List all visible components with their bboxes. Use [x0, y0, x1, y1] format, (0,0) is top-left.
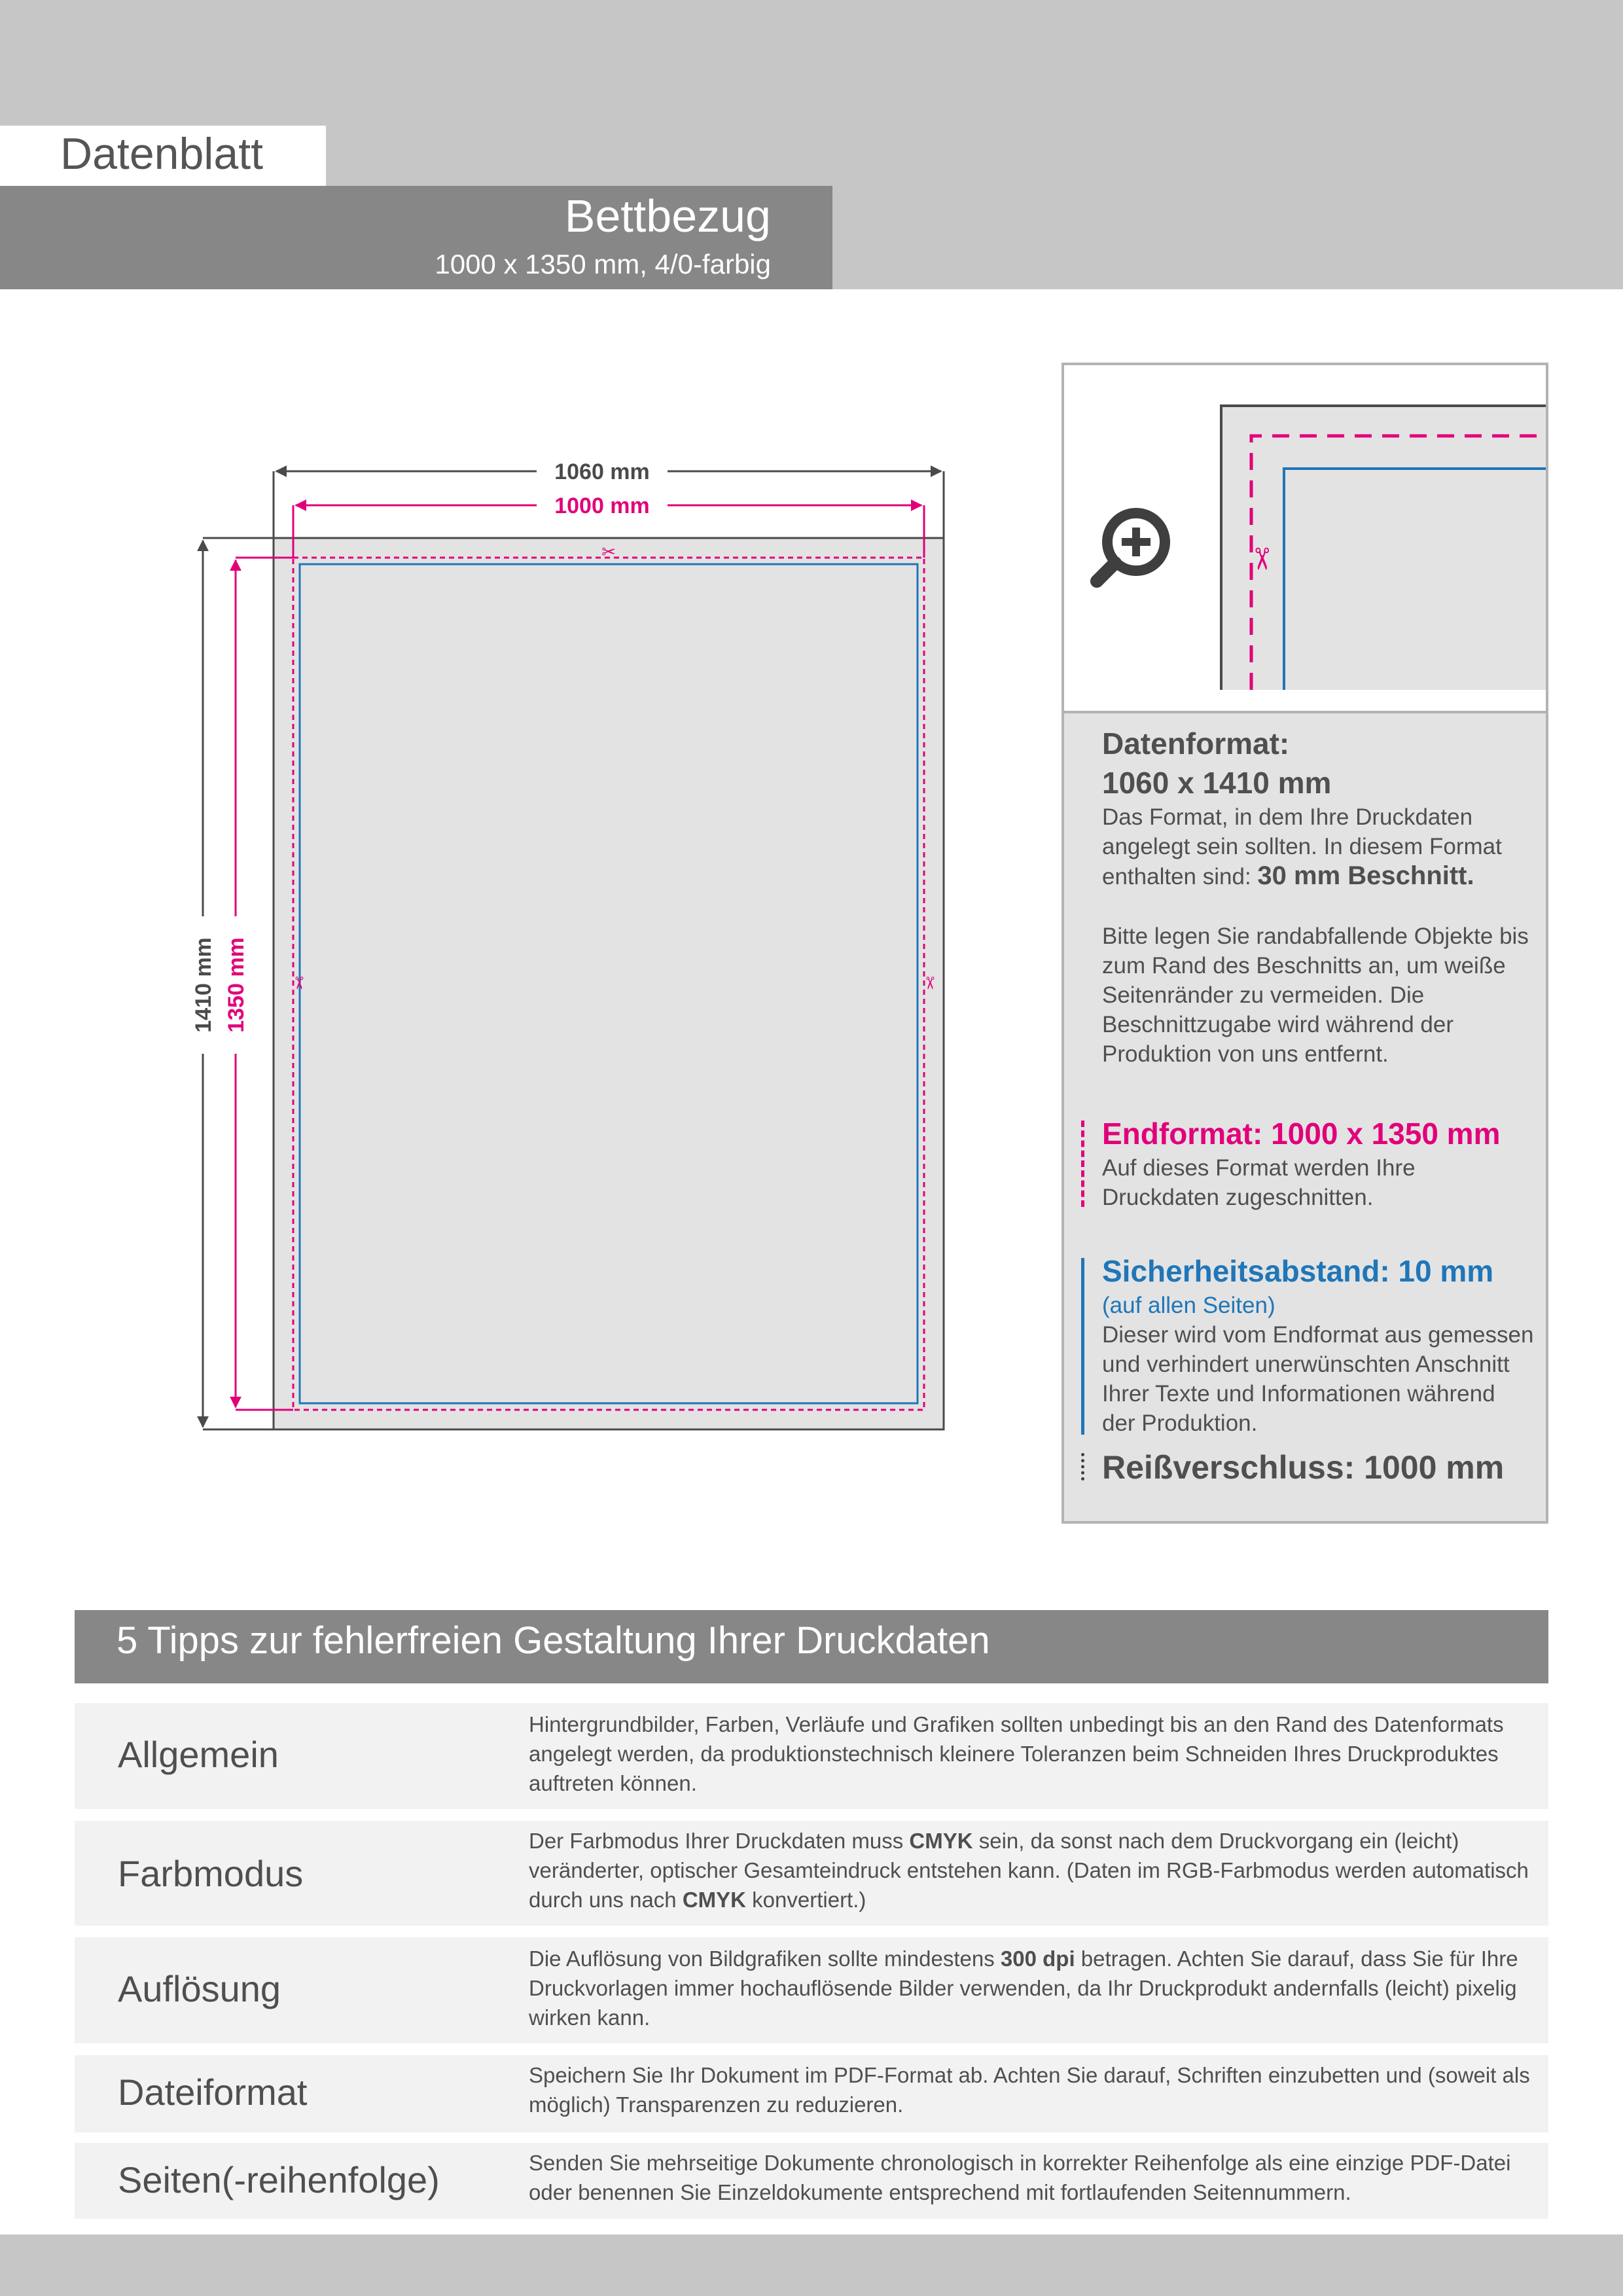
zipper-heading: Reißverschluss: 1000 mm: [1102, 1449, 1505, 1486]
info-text-area: [1064, 711, 1546, 1521]
bottom-band: [0, 2234, 1623, 2296]
data-format-heading: Datenformat:: [1102, 726, 1290, 761]
tip-name: Allgemein: [118, 1734, 279, 1775]
corner-detail-graphic: [1064, 365, 1546, 711]
safety-text: Dieser wird vom Endformat aus gemessen und verhindert unerwünschten Anschnitt Ihrer Texte und Informationen während der Produktion.: [1102, 1322, 1534, 1436]
height-outer-label: 1410 mm: [191, 937, 216, 1033]
end-format-text: Auf dieses Format werden Ihre Druckdaten zugeschnitten.: [1102, 1155, 1416, 1210]
data-format-value: 1060 x 1410 mm: [1102, 766, 1332, 800]
tip-name: Farbmodus: [118, 1853, 304, 1894]
tip-description: Speichern Sie Ihr Dokument im PDF-Format ab. Achten Sie darauf, Schriften einzubetten und (soweit als möglich) Transparenzen zu reduzieren.: [529, 2063, 1530, 2117]
tip-row-pages: [75, 2143, 1548, 2219]
scissors-icon: ✂: [289, 976, 308, 990]
tip-name: Dateiformat: [118, 2072, 308, 2113]
safety-marker: [1081, 1258, 1084, 1435]
width-outer-label: 1060 mm: [554, 459, 650, 484]
data-format-area: [274, 538, 944, 1429]
end-format-heading: Endformat: 1000 x 1350 mm: [1102, 1117, 1501, 1151]
data-format-note: Bitte legen Sie randabfallende Objekte bis zum Rand des Beschnitts an, um weiße Seitenränder zu vermeiden. Die Beschnittzugabe wird während der Produktion von uns entfernt.: [1102, 924, 1529, 1067]
tip-row-file-format: [75, 2055, 1548, 2132]
safety-subheading: (auf allen Seiten): [1102, 1293, 1275, 1318]
zoom-detail: [1064, 365, 1546, 711]
product-subtitle: 1000 x 1350 mm, 4/0-farbig: [435, 249, 771, 279]
tip-row-general: [75, 1703, 1548, 1809]
scissors-icon: ✂: [601, 543, 616, 562]
width-inner-label: 1000 mm: [554, 493, 650, 518]
tip-description: Senden Sie mehrseitige Dokumente chronologisch in korrekter Reihenfolge als eine einzige PDF-Datei oder benennen Sie Einzeldokumente entsprechend mit fortlaufenden Seitennummern.: [529, 2151, 1511, 2204]
zoom-in-icon: [1097, 513, 1165, 581]
tip-row-color-mode: [75, 1821, 1548, 1926]
safety-heading: Sicherheitsabstand: 10 mm: [1102, 1254, 1494, 1288]
tip-description: Der Farbmodus Ihrer Druckdaten muss CMYK sein, da sonst nach dem Druckvorgang ein (leicht) veränderter, optischer Gesamteindruck entstehen kann. (Daten im RGB-Farbmodus werden automatisch durch uns nach CMYK konvertiert.): [529, 1829, 1529, 1912]
page-label: Datenblatt: [60, 129, 263, 179]
tip-description: Hintergrundbilder, Farben, Verläufe und Grafiken sollten unbedingt bis an den Rand des Datenformats angelegt werden, da produktionstechnisch kleinere Toleranzen beim Schneiden Ihres Druckproduktes auftreten können.: [529, 1712, 1504, 1795]
zipper-marker: [1081, 1453, 1084, 1480]
format-diagram: [183, 445, 969, 1453]
product-title: Bettbezug: [564, 190, 771, 242]
tip-description: Die Auflösung von Bildgrafiken sollte mindestens 300 dpi betragen. Achten Sie darauf, dass Sie für Ihre Druckvorlagen immer hochauflösende Bilder verwenden, da Ihr Druckprodukt andernfalls (leicht) pixelig wirken kann.: [529, 1946, 1518, 2030]
scissors-icon: ✂: [919, 976, 939, 990]
tip-name: Seiten(-reihenfolge): [118, 2159, 440, 2200]
tips-title: 5 Tipps zur fehlerfreien Gestaltung Ihrer Druckdaten: [116, 1619, 990, 1662]
tip-name: Auflösung: [118, 1968, 281, 2009]
end-format-marker: [1081, 1121, 1084, 1207]
info-panel: [1061, 363, 1548, 1524]
height-inner-label: 1350 mm: [224, 937, 249, 1033]
data-format-text: Das Format, in dem Ihre Druckdaten angelegt sein sollten. In diesem Format enthalten sind: 30 mm Beschnitt.: [1102, 804, 1502, 890]
tip-row-resolution: [75, 1937, 1548, 2043]
scissors-icon: ✂: [1244, 546, 1279, 572]
